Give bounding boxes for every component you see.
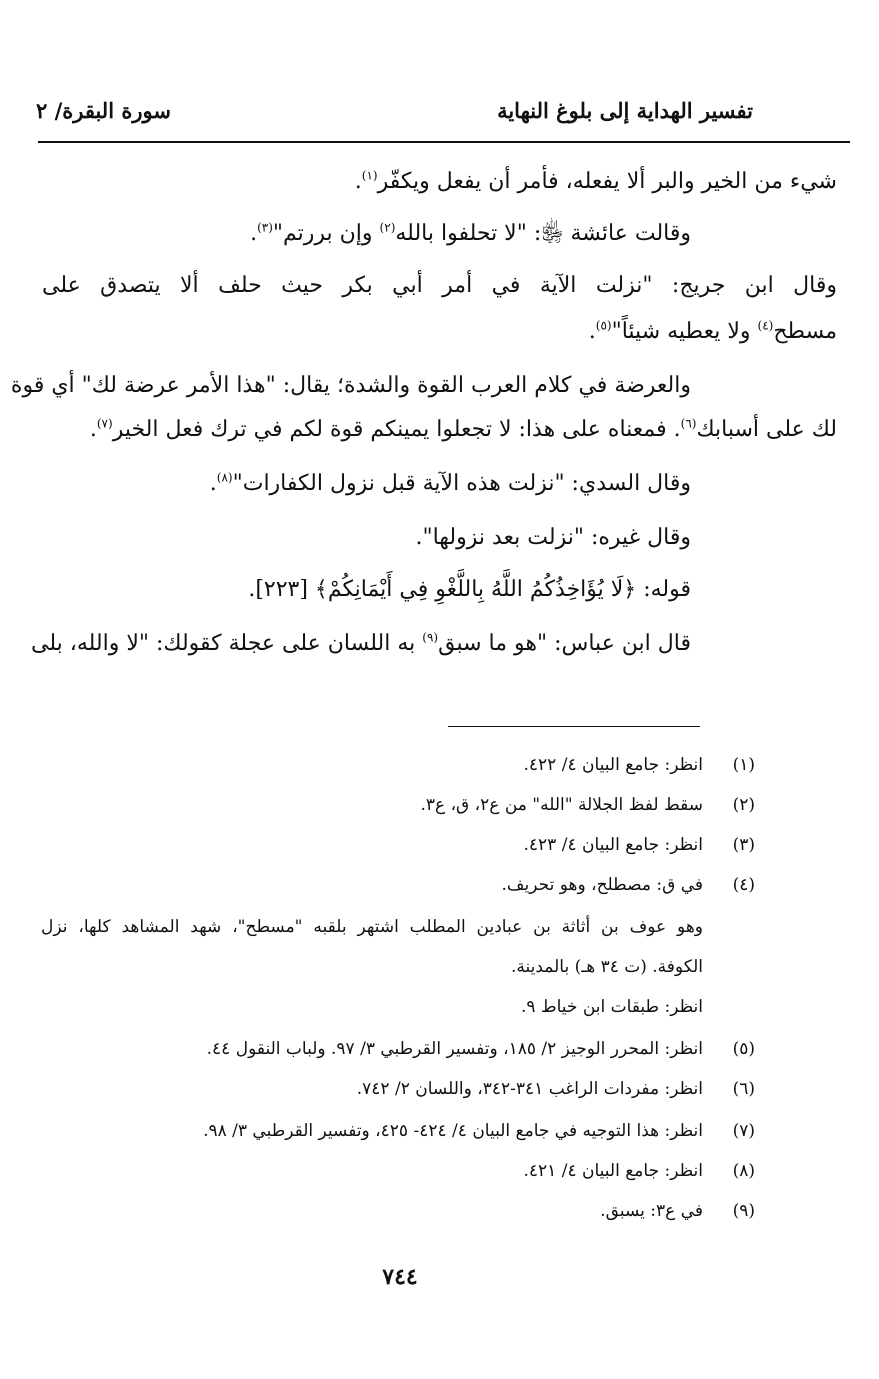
footnote-6-text: انظر: مفردات الراغب ٣٤١-٣٤٢، واللسان ٢/ ٧٤٢. — [356, 1079, 703, 1099]
body-line-8: وقال غيره: "نزلت بعد نزولها". — [415, 525, 691, 550]
body-line-4: مسطح$^{(٤)}$ ولا يعطيه شيئاً"$^{(٥)}$. — [588, 318, 837, 344]
footnote-5-text: انظر: المحرر الوجيز ٢/ ١٨٥، وتفسير القرطبي ٣/ ٩٧. ولباب النقول ٤٤. — [206, 1039, 703, 1059]
footnote-4-detail-line-2: الكوفة. (ت ٣٤ هـ) بالمدينة. — [510, 957, 703, 977]
footnote-9-text: في ع٣: يسبق. — [600, 1201, 703, 1221]
footnote-ref: (٣) — [257, 220, 273, 235]
body-line-6: لك على أسبابك$^{(٦)}$. فمعناه على هذا: لا تجعلوا يمينكم قوة لكم في ترك فعل الخير$^{(٧)}$. — [89, 416, 837, 442]
footnote-ref: (٤) — [757, 318, 774, 333]
quran-verse-line: قوله: ﴿لَا يُؤَاخِذُكُمُ اللَّهُ بِاللَّغْوِ فِي أَيْمَانِكُمْ﴾ [٢٢٣]. — [248, 577, 691, 602]
footnote-number: (١) — [732, 755, 755, 775]
footnote-number: (٨) — [732, 1161, 755, 1181]
footnote-1-text: انظر: جامع البيان ٤/ ٤٢٢. — [523, 755, 703, 775]
body-line-2: وقالت عائشة ﵂: "لا تحلفوا بالله$^{(٢)}$ وإن بررتم"$^{(٣)}$. — [250, 220, 691, 246]
footnote-ref: (٩) — [422, 630, 439, 645]
footnote-7-text: انظر: هذا التوجيه في جامع البيان ٤/ ٤٢٤- ٤٢٥، وتفسير القرطبي ٣/ ٩٨. — [203, 1121, 703, 1141]
running-header-title: تفسير الهداية إلى بلوغ النهاية — [497, 98, 753, 123]
footnote-ref: (١) — [361, 168, 378, 183]
header-divider — [38, 141, 850, 143]
body-line-10: قال ابن عباس: "هو ما سبق$^{(٩)}$ به اللسان على عجلة كقولك: "لا والله، بلى — [31, 630, 691, 656]
footnote-2-text: سقط لفظ الجلالة "الله" من ع٢، ق، ع٣. — [420, 795, 703, 815]
footnote-8-text: انظر: جامع البيان ٤/ ٤٢١. — [523, 1161, 703, 1181]
footnote-ref: (٨) — [216, 470, 233, 485]
body-line-7: وقال السدي: "نزلت هذه الآية قبل نزول الكفارات"$^{(٨)}$. — [209, 470, 691, 496]
body-line-3: وقال ابن جريج: "نزلت الآية في أمر أبي بكر حيث حلف ألا يتصدق على — [42, 273, 837, 298]
footnote-number: (٥) — [732, 1039, 755, 1059]
footnote-3-text: انظر: جامع البيان ٤/ ٤٢٣. — [523, 835, 703, 855]
footnote-4-detail-line-3: انظر: طبقات ابن خياط ٩. — [520, 997, 703, 1017]
footnote-number: (٤) — [732, 875, 755, 895]
running-header-surah: سورة البقرة/ ٢ — [36, 98, 171, 123]
page-number: ٧٤٤ — [382, 1264, 418, 1290]
footnote-number: (٧) — [732, 1121, 755, 1141]
footnote-separator — [448, 726, 700, 727]
footnote-4-detail-line-1: وهو عوف بن أثاثة بن عبادين المطلب اشتهر بلقبه "مسطح"، شهد المشاهد كلها، نزل — [41, 917, 703, 937]
footnote-ref: (٥) — [595, 318, 612, 333]
footnote-ref: (٦) — [680, 416, 697, 431]
footnote-4-text: في ق: مصطلح، وهو تحريف. — [501, 875, 703, 895]
footnote-number: (٣) — [732, 835, 755, 855]
footnote-number: (٢) — [732, 795, 755, 815]
body-line-1: شيء من الخير والبر ألا يفعله، فأمر أن يفعل ويكفّر$^{(١)}$. — [354, 168, 837, 194]
footnote-ref: (٢) — [379, 220, 396, 235]
footnote-ref: (٧) — [96, 416, 113, 431]
footnote-number: (٦) — [732, 1079, 755, 1099]
body-line-5: والعرضة في كلام العرب القوة والشدة؛ يقال: "هذا الأمر عرضة لك" أي قوة — [10, 373, 691, 398]
footnote-number: (٩) — [732, 1201, 755, 1221]
